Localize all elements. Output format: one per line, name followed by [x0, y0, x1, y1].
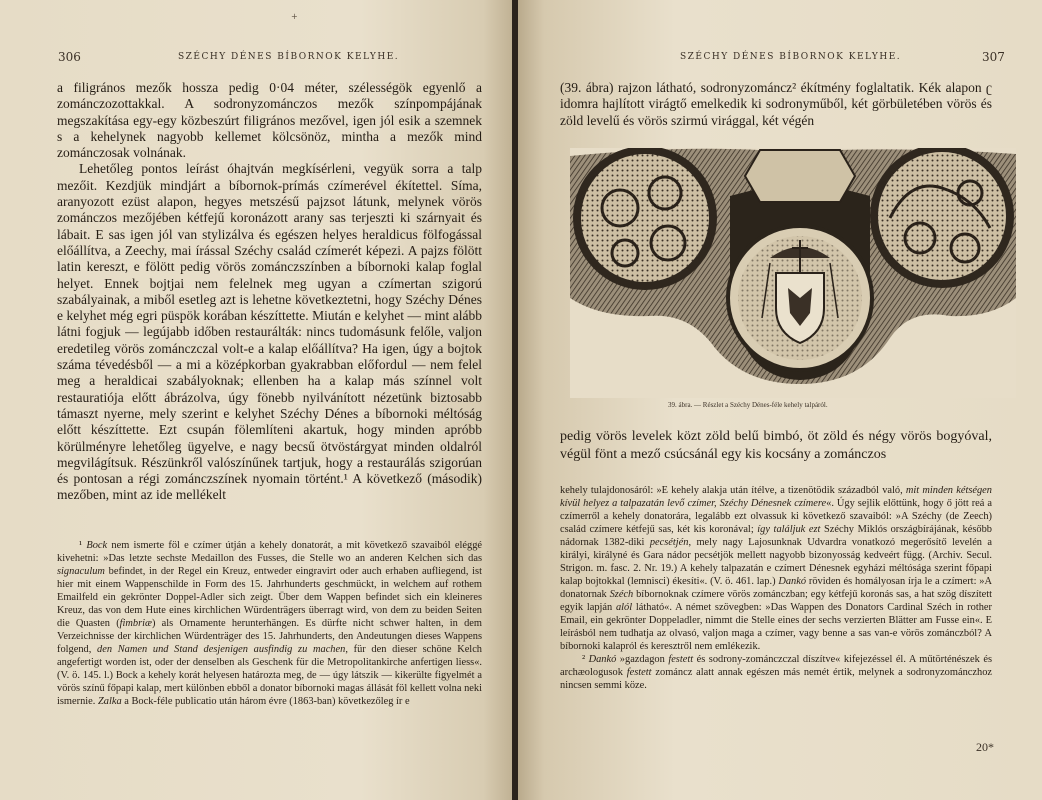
- footnote-text: és sodrony-zománczczal díszítve« kifejezéssel él. A műtörténészek és archæologusok: [560, 654, 992, 678]
- running-head-left: SZÉCHY DÉNES BÍBORNOK KELYHE.: [178, 52, 400, 62]
- figure-caption: 39. ábra. — Részlet a Széchy Dénes-féle kehely talpáról.: [668, 401, 828, 409]
- right-medallion: [870, 148, 1014, 288]
- italic-text: Bock: [86, 540, 108, 551]
- right-top-text: (39. ábra) rajzon látható, sodronyzománcz² ékítmény foglaltatik. Kék alapon ʗ idomra hajlított virágtő emelkedik ki sodronyműből, két görbületében vörös és zöld levelű és vörös szirmú virággal, két végén: [560, 80, 992, 128]
- footnote-text: , für den dieser schöne Kelch angefertigt worden ist, oder der denselben als Geschenk für die Metropolitankirche anfertigen liess«. (V. ö. 145. l.) Bock a kehely korát helyesen határozta meg, de — úgy látszik — kikerülte figyelmét a vörös színű főpapi kalap, mert különben ebből a donator bíbornoki magas állását föl kellett volna neki ismernie.: [57, 644, 483, 707]
- footnote-1: [57, 539, 482, 708]
- footnote-text: kehely tulajdonosáról: »E kehely alakja után ítélve, a tizenötödik századból való,: [560, 485, 906, 496]
- italic-text: pecsétjén: [649, 537, 689, 548]
- footnote-text: »gazdagon: [616, 654, 669, 665]
- italic-text: fimbriæ: [119, 618, 152, 629]
- footnote-text: «. Úgy sejlik előttünk, hogy ő jött reá a czímerről a kehely donatorára, legalább ezt olvassuk ki következő szavaiból: »A Széchy (de Zeech) család czímere kétfejű sas, két kis koronával;: [560, 498, 992, 535]
- italic-text: Zalka: [97, 696, 122, 707]
- right-page: [518, 0, 1042, 800]
- italic-text: Dankó: [778, 576, 807, 587]
- italic-text: signaculum: [57, 566, 105, 577]
- figure-39-engraving: [570, 148, 1016, 398]
- footnote-2: [560, 653, 992, 692]
- left-medallion: [573, 148, 717, 290]
- italic-text: alól: [615, 602, 633, 613]
- left-footnote: [57, 539, 482, 708]
- right-mid-text: pedig vörös levelek közt zöld belű bimbó, öt zöld és négy vörös bogyóval, végül fönt a mező csúcsánál egy kis kocsány a zománczos: [560, 429, 992, 462]
- page-number-right: 307: [982, 50, 1005, 64]
- footnote-text: ) als Ornamente herunterhängen. Es dürfte nicht schwer halten, in dem Verzeichnisse der kirchlichen Würdenträger des 15. Jahrhunderts, den Andeutungen dieses Wappens folgend,: [57, 618, 482, 655]
- footnote-text: nem ismerte föl e czímer útján a kehely donatorát, a mit következő szavaiból eléggé kivehetni: »Das letzte sechste Medaillon des Fusses, die Stelle wo an anderen Kelchen sich das: [57, 540, 482, 564]
- footnote-text: látható«. A német szövegben: »Das Wappen des Donators Cardinal Széch in rother Email, ein gekrönter Doppeladler, nimmt die Stelle eines der sechs verzierten Blätter am Fusse ein«. E leírásból nem tudhatja az olvasó, valjon maga a czímer, vagy benne a sas van-e vörös zománczból? A bíbornoki kalapról és keresztről nem emlékezik.: [560, 602, 992, 652]
- left-page: [0, 0, 514, 800]
- right-footnotes: [560, 484, 992, 692]
- italic-text: Széch: [609, 589, 634, 600]
- footnote-text: befindet, in der Regel ein Kreuz, entweder eingravirt oder auch erhaben aufliegend, ist hier mit einem Wappenschilde in Form des 15. Jahrhunderts geschmückt, in welchem auf rothem Emailfeld ein gekrönter Doppel-Adler sich zeigt. Über dem Wappen befindet sich ein kleineres Kreuz, das von dem Hute eines kirchlichen Würdenträgers überragt wird, von dem zu beiden Seiten die Quasten (: [57, 566, 482, 629]
- left-body-text: [57, 80, 482, 504]
- footnote-text: a Bock-féle publicatio után három évre (1863-ban) következőleg ír e: [121, 696, 410, 707]
- running-head-right: SZÉCHY DÉNES BÍBORNOK KELYHE.: [680, 52, 902, 62]
- paragraph-1: a filigrános mezők hossza pedig 0·04 méter, szélességök egyenlő a zománczozottakkal. A sodronyzománczos mezők színpompájának megszakítása egy-egy közbeszúrt filigrános mezővel, igen jól esik a szemnek s a kehelynek nagyobb kellemet kölcsönöz, mintha a mezők mind zománczosak volnának.: [57, 80, 482, 161]
- footnote-text: , mely nagy Lajosunknak Udvardra vonatkozó megerősítő levelén a királyi, királyné és Gara nádor pecsétjök mellett nagyobb bizonyosság kedveért függ. (Archiv. Secul. Strigon. m. fasc. 2. Nr. 19.) A kehely talpazatán e czímert Dénesnek egyházi méltósága szerint főpapi kalap bojtokkal (lemnisci) ékesíti«. (V. ö. 461. lap.): [560, 537, 992, 587]
- signature-mark: 20*: [976, 740, 994, 754]
- footnote-text: röviden és homályosan írja le a czímert: »A donatornak: [560, 576, 992, 600]
- printer-mark: +: [291, 12, 298, 21]
- footnote-text: ¹: [79, 540, 87, 551]
- italic-text: mit minden kétségen kívül helyez a talpazatán levő czímer, Széchy Dénesnek czímere: [560, 485, 992, 509]
- footnote-text: zománcz alatt annak egészen más nemét értik, melynek a sodronyzománczhoz nincsen semmi köze.: [560, 667, 992, 691]
- top-hexagon: [745, 150, 855, 202]
- italic-text: festett: [668, 654, 694, 665]
- paragraph-2: Lehetőleg pontos leírást óhajtván megkísérleni, vegyük sorra a talp mezőit. Kezdjük mindjárt a bíbornok-prímás czímerével ékítettel. Síma, aranyozott ezüst alapon, hegyes metszésű pajzsot látunk, melynek vörös zománczos mezőjében kétfejű koronázott arany sas terjeszti ki szárnyait és lábait. E sas igen jól van stylizálva és egészen helyes heraldicus fölfogással előállítva, a Zeechy, mai írással Széchy család czímerét képezi. A pajzs fölött latin kereszt, e fölött pedig vörös zománczszínben a bíbornoki kalap foglal helyet. Ennek bojtjai nem felelnek meg ugyan a czímertan szigorú szabályainak, a miből esetleg azt is lehetne következtetni, hogy Széchy Dénes e kelyhet még egri püspök korában készíttette. Miután e kelyhet — mint alább látni fogjuk — legújabb időben restaurálták: nincs tudomásunk felőle, valjon eredetileg vörös zománczczal volt-e a kalap előállítva? Ha igen, úgy a bojtok száma tévedésből — a mi a középkorban gyakrabban előfordul — nem felel meg a heraldicai szabályoknak; ellenben ha a kalap más színnel volt restauratiója előtt ábrázolva, úgy fönebb nyilvánított nézetünk biztosabb támaszt nyerne, mely szerint e kelyhet Széchy Dénes a bíbornoki méltóság előtt készíttette. Ezt csupán fölemlíteni akartuk, hogy minden apróbb körülményre lehetőleg ügyelve, e nagy becsű ötvöstárgyat minden oldalról megvilágítsuk. Részünkről valószínűnek tartjuk, hogy a restaurálás szigorúan és pontosan a régi zománczszínek nyomain történt.¹ A következő (második) mezőben, mint az ide mellékelt: [57, 161, 482, 503]
- italic-text: festett: [626, 667, 652, 678]
- italic-text: Dankó: [588, 654, 617, 665]
- footnote-text: bíbornoknak czímere vörös zománczban; egy kétfejű koronás sas, a hat szög díszített egyik lapján: [560, 589, 992, 613]
- footnote-text: Széchy Miklós országbírájának, később nádornak 1382-diki: [560, 524, 992, 548]
- italic-text: den Namen und Stand desjenigen ausfindig zu machen: [97, 644, 346, 655]
- italic-text: így találjuk ezt: [757, 524, 821, 535]
- footnote-text: ²: [582, 654, 589, 665]
- page-number-left: 306: [58, 50, 81, 64]
- footnote-continuation: [560, 484, 992, 653]
